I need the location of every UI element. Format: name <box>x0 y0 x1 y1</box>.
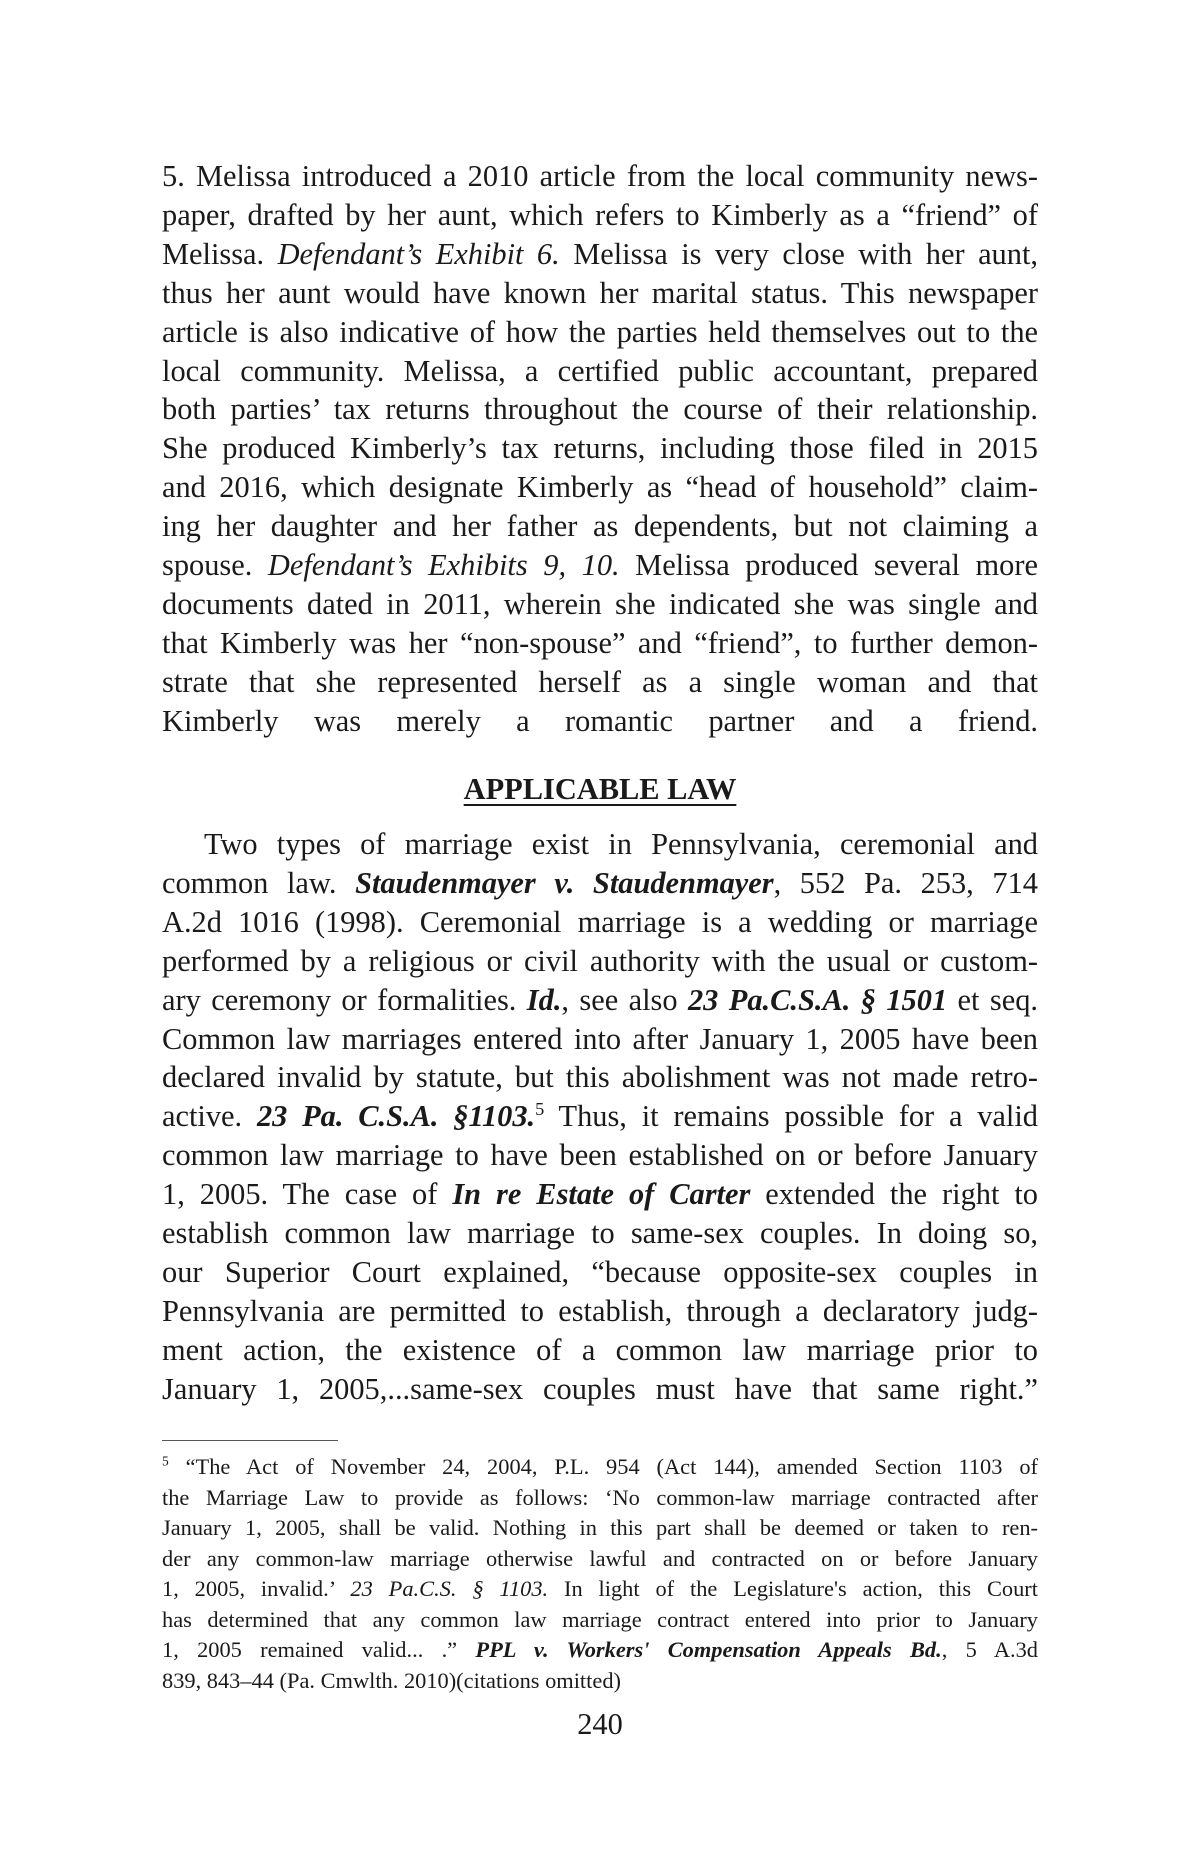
text-line: spouse. Defendant’s Exhibits 9, 10. Melissa produced several more <box>162 548 1038 583</box>
footnote-line: has determined that any common law marriage contract entered into prior to January <box>162 1606 1038 1632</box>
text-line: establish common law marriage to same-sex couples. In doing so, <box>162 1216 1038 1251</box>
text-line: strate that she represented herself as a single woman and that <box>162 664 1038 699</box>
text-line: Melissa. Defendant’s Exhibit 6. Melissa is very close with her aunt, <box>162 236 1038 271</box>
text-line: ment action, the existence of a common law marriage prior to <box>162 1332 1038 1367</box>
footnote <box>162 1452 1038 1696</box>
footnote-line: der any common-law marriage otherwise lawful and contracted on or before January <box>162 1545 1038 1571</box>
text-line: that Kimberly was her “non-spouse” and “friend”, to further demon- <box>162 625 1038 660</box>
case-citation: PPL v. Workers' Compensation Appeals Bd. <box>475 1637 942 1662</box>
text-line: common law. Staudenmayer v. Staudenmayer, 552 Pa. 253, 714 <box>162 865 1038 900</box>
text-line: our Superior Court explained, “because opposite-sex couples in <box>162 1254 1038 1289</box>
text-line: Common law marriages entered into after January 1, 2005 have been <box>162 1021 1038 1056</box>
exhibit-citation: Defendant’s Exhibit 6. <box>277 236 560 271</box>
case-citation: Id. <box>526 982 562 1017</box>
text-line: ary ceremony or formalities. Id., see also 23 Pa.C.S.A. § 1501 et seq. <box>162 982 1038 1017</box>
text-line: both parties’ tax returns throughout the course of their relationship. <box>162 392 1038 427</box>
statute-citation: 23 Pa.C.S.A. § 1501 <box>687 982 948 1017</box>
section-heading: APPLICABLE LAW <box>463 772 737 806</box>
text-line: active. 23 Pa. C.S.A. §1103.$^5$ Thus, it remains possible for a valid <box>162 1099 1038 1134</box>
text-line: article is also indicative of how the parties held themselves out to the <box>162 314 1038 349</box>
text-line: She produced Kimberly’s tax returns, including those filed in 2015 <box>162 431 1038 466</box>
page-number: 240 <box>577 1707 623 1741</box>
footnote-line: the Marriage Law to provide as follows: ‘No common-law marriage contracted after <box>162 1484 1038 1510</box>
text-line: local community. Melissa, a certified public accountant, prepared <box>162 353 1038 388</box>
text-line: 1, 2005. The case of In re Estate of Carter extended the right to <box>162 1177 1039 1212</box>
footnote-line: 1, 2005 remained valid... .” PPL v. Workers' Compensation Appeals Bd., 5 A.3d <box>162 1637 1038 1662</box>
law-paragraph <box>162 825 1038 1409</box>
exhibit-citation: Defendant’s Exhibits 9, 10. <box>267 548 620 583</box>
text-line: 5. Melissa introduced a 2010 article from the local community news- <box>162 159 1038 193</box>
case-citation: In re Estate of Carter <box>452 1177 751 1212</box>
text-line: Kimberly was merely a romantic partner and a friend. <box>162 703 1038 738</box>
footnote-line: 839, 843–44 (Pa. Cmwlth. 2010)(citations omitted) <box>162 1667 621 1693</box>
statute-citation: 23 Pa.C.S. § 1103. <box>350 1576 549 1601</box>
footnote-line: January 1, 2005, shall be valid. Nothing in this part shall be deemed or taken to ren- <box>162 1515 1038 1540</box>
footnote-divider <box>162 1440 338 1441</box>
text-line: ing her daughter and her father as dependents, but not claiming a <box>162 509 1038 544</box>
case-citation: Staudenmayer v. Staudenmayer <box>355 865 774 900</box>
text-line: thus her aunt would have known her marital status. This newspaper <box>162 275 1038 310</box>
footnote-line: 1, 2005, invalid.’ 23 Pa.C.S. § 1103. In light of the Legislature's action, this Court <box>162 1576 1038 1601</box>
footnote-number: 5 <box>162 1453 169 1469</box>
footnote-marker: 5 <box>535 1099 545 1120</box>
footnote-line: $^5$ “The Act of November 24, 2004, P.L. 954 (Act 144), amended Section 1103 of <box>162 1453 1038 1479</box>
text-line: paper, drafted by her aunt, which refers to Kimberly as a “friend” of <box>162 197 1038 232</box>
text-line: and 2016, which designate Kimberly as “head of household” claim- <box>162 470 1038 505</box>
text-line: Pennsylvania are permitted to establish, through a declaratory judg- <box>162 1293 1038 1328</box>
facts-paragraph <box>162 157 1038 741</box>
text-line: Two types of marriage exist in Pennsylvania, ceremonial and <box>204 827 1038 861</box>
statute-citation: 23 Pa. C.S.A. §1103. <box>256 1099 536 1134</box>
text-line: declared invalid by statute, but this abolishment was not made retro- <box>162 1060 1038 1095</box>
text-line: common law marriage to have been established on or before January <box>162 1138 1038 1173</box>
text-line: A.2d 1016 (1998). Ceremonial marriage is a wedding or marriage <box>162 904 1038 939</box>
text-line: performed by a religious or civil authority with the usual or custom- <box>162 943 1038 978</box>
text-line: January 1, 2005,...same-sex couples must have that same right.” <box>162 1371 1038 1406</box>
text-line: documents dated in 2011, wherein she indicated she was single and <box>162 586 1038 621</box>
